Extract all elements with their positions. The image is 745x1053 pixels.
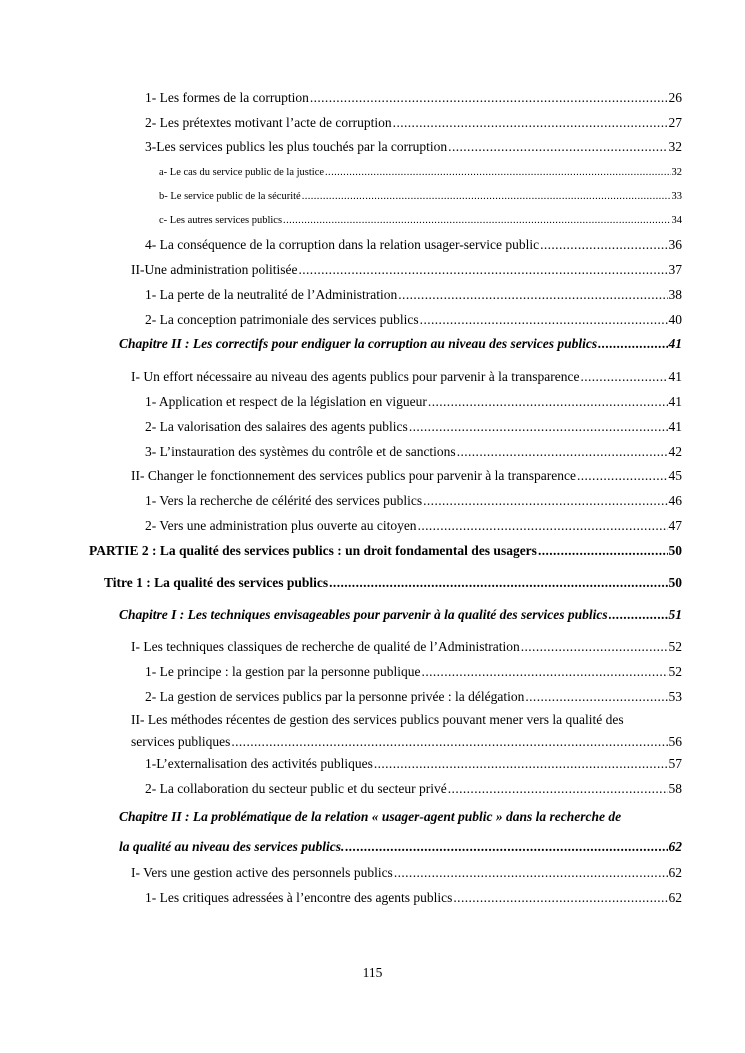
toc-entry-page: 32 [671, 167, 682, 178]
dot-leader [398, 287, 667, 303]
dot-leader [521, 639, 668, 655]
toc-entry [145, 890, 682, 906]
dot-leader [409, 419, 668, 435]
toc-wrapped-chapter-entry [119, 802, 682, 862]
toc-entry [131, 369, 682, 385]
dot-leader [598, 336, 667, 352]
toc-entry [145, 139, 682, 155]
dot-leader [345, 832, 667, 862]
toc-entry-title: 2- La gestion de services publics par la personne privée : la délégation [145, 689, 525, 704]
dot-leader [422, 664, 668, 680]
toc-entry-title: c- Les autres services publics [159, 215, 283, 226]
toc-entry [159, 189, 682, 205]
toc-entry-title: 1- La perte de la neutralité de l’Administration [145, 287, 398, 302]
toc-entry-title: 4- La conséquence de la corruption dans la relation usager-service public [145, 237, 540, 252]
dot-leader [428, 394, 668, 410]
toc-entry [131, 262, 682, 278]
toc-chapter-entry [119, 607, 682, 623]
toc-title-entry [104, 575, 682, 591]
toc-entry [145, 90, 682, 106]
toc-entry [145, 664, 682, 680]
toc-entry-page: 46 [668, 493, 682, 508]
dot-leader [423, 493, 667, 509]
dot-leader [525, 689, 667, 705]
dot-leader [283, 213, 670, 229]
toc-entry-page: 50 [668, 575, 682, 590]
toc-entry-title: 2- La collaboration du secteur public et du secteur privé [145, 781, 447, 796]
toc-entry-page: 42 [668, 444, 682, 459]
dot-leader [457, 444, 668, 460]
toc-entry-page: 53 [668, 689, 682, 704]
toc-entry [145, 237, 682, 253]
toc-entry-title: 1- Vers la recherche de célérité des services publics [145, 493, 423, 508]
toc-entry-title: Titre 1 : La qualité des services publics [104, 575, 329, 590]
toc-entry-page: 37 [668, 262, 682, 277]
toc-entry-page: 62 [668, 865, 682, 880]
dot-leader [540, 237, 667, 253]
toc-entry-title: 1- Le principe : la gestion par la personne publique [145, 664, 421, 679]
toc-entry-page: 41 [668, 369, 682, 384]
toc-entry-title: I- Les techniques classiques de recherche de qualité de l’Administration [131, 639, 520, 654]
toc-entry-title-line1: Chapitre II : La problématique de la relation « usager-agent public » dans la recherche de [119, 809, 622, 824]
toc-entry-page: 36 [668, 237, 682, 252]
toc-entry [145, 419, 682, 435]
toc-entry [159, 213, 682, 229]
dot-leader [310, 90, 668, 106]
page-number: 115 [362, 965, 383, 980]
toc-entry-title: b- Le service public de la sécurité [159, 191, 301, 202]
toc-entry-page: 62 [668, 839, 682, 854]
toc-entry-line2 [131, 731, 682, 753]
toc-entry-title: I- Vers une gestion active des personnels publics [131, 865, 393, 880]
toc-entry-title-line2: la qualité au niveau des services publics. [119, 839, 345, 854]
toc-entry-page: 38 [668, 287, 682, 302]
toc-entry-page: 41 [668, 394, 682, 409]
toc-entry-title: 1- Application et respect de la législation en vigueur [145, 394, 427, 409]
toc-entry-page: 52 [668, 639, 682, 654]
dot-leader [420, 312, 668, 328]
toc-entry-page: 57 [668, 756, 682, 771]
dot-leader [577, 468, 668, 484]
toc-entry [131, 639, 682, 655]
dot-leader [609, 607, 668, 623]
dot-leader [302, 189, 671, 205]
toc-entry-page: 52 [668, 664, 682, 679]
dot-leader [393, 115, 668, 131]
toc-entry [145, 312, 682, 328]
toc-entry-page: 62 [668, 890, 682, 905]
toc-entry-page: 56 [668, 734, 682, 749]
toc-entry-title: a- Le cas du service public de la justice [159, 167, 325, 178]
dot-leader [231, 731, 667, 753]
toc-part-entry [89, 543, 682, 559]
toc-entry-line2 [119, 832, 682, 862]
toc-entry-page: 47 [668, 518, 682, 533]
toc-entry [159, 165, 682, 181]
toc-entry-page: 41 [668, 419, 682, 434]
toc-entry-page: 40 [668, 312, 682, 327]
toc-entry [131, 468, 682, 484]
dot-leader [448, 781, 668, 797]
toc-entry [145, 493, 682, 509]
dot-leader [453, 890, 667, 906]
dot-leader [325, 165, 670, 181]
toc-entry-page: 51 [668, 607, 682, 622]
toc-entry-title: 1- Les critiques adressées à l’encontre des agents publics [145, 890, 453, 905]
toc-entry-page: 26 [668, 90, 682, 105]
toc-entry-title: 1-L’externalisation des activités publiques [145, 756, 373, 771]
toc-entry [145, 287, 682, 303]
dot-leader [538, 543, 668, 559]
dot-leader [448, 139, 667, 155]
toc-entry-page: 32 [668, 139, 682, 154]
toc-entry-title: 3- L’instauration des systèmes du contrôle et de sanctions [145, 444, 456, 459]
dot-leader [298, 262, 667, 278]
dot-leader [329, 575, 667, 591]
toc-entry-page: 27 [668, 115, 682, 130]
dot-leader [580, 369, 667, 385]
toc-entry-title: 2- Vers une administration plus ouverte au citoyen [145, 518, 417, 533]
dot-leader [418, 518, 668, 534]
dot-leader [394, 865, 668, 881]
toc-entry-title: II- Changer le fonctionnement des services publics pour parvenir à la transparence [131, 468, 576, 483]
toc-entry-title: 2- Les prétextes motivant l’acte de corruption [145, 115, 392, 130]
toc-entry-title: II-Une administration politisée [131, 262, 298, 277]
dot-leader [374, 756, 668, 772]
toc-chapter-entry [119, 336, 682, 352]
toc-entry [145, 115, 682, 131]
toc-entry-title: 2- La valorisation des salaires des agents publics [145, 419, 408, 434]
toc-entry [145, 394, 682, 410]
toc-wrapped-entry [131, 709, 682, 753]
toc-entry [145, 781, 682, 797]
toc-entry-title: 1- Les formes de la corruption [145, 90, 309, 105]
toc-entry-title: PARTIE 2 : La qualité des services publics : un droit fondamental des usagers [89, 543, 537, 558]
toc-entry-page: 45 [668, 468, 682, 483]
toc-entry-title-line1: II- Les méthodes récentes de gestion des services publics pouvant mener vers la qualité des [131, 712, 624, 727]
toc-entry-title: I- Un effort nécessaire au niveau des agents publics pour parvenir à la transparence [131, 369, 580, 384]
toc-entry [145, 518, 682, 534]
toc-entry [145, 689, 682, 705]
toc-entry-title-line2: services publiques [131, 734, 231, 749]
toc-entry [131, 865, 682, 881]
toc-entry-title: 3-Les services publics les plus touchés par la corruption [145, 139, 448, 154]
toc-entry-title: Chapitre II : Les correctifs pour endiguer la corruption au niveau des services publics [119, 336, 598, 351]
toc-entry-title: Chapitre I : Les techniques envisageables pour parvenir à la qualité des services publics [119, 607, 608, 622]
toc-entry [145, 756, 682, 772]
toc-entry-page: 41 [668, 336, 682, 351]
toc-entry-page: 50 [668, 543, 682, 558]
toc-entry-title: 2- La conception patrimoniale des services publics [145, 312, 419, 327]
toc-entry-page: 58 [668, 781, 682, 796]
toc-entry [145, 444, 682, 460]
toc-entry-page: 33 [671, 191, 682, 202]
toc-entry-page: 34 [671, 215, 682, 226]
